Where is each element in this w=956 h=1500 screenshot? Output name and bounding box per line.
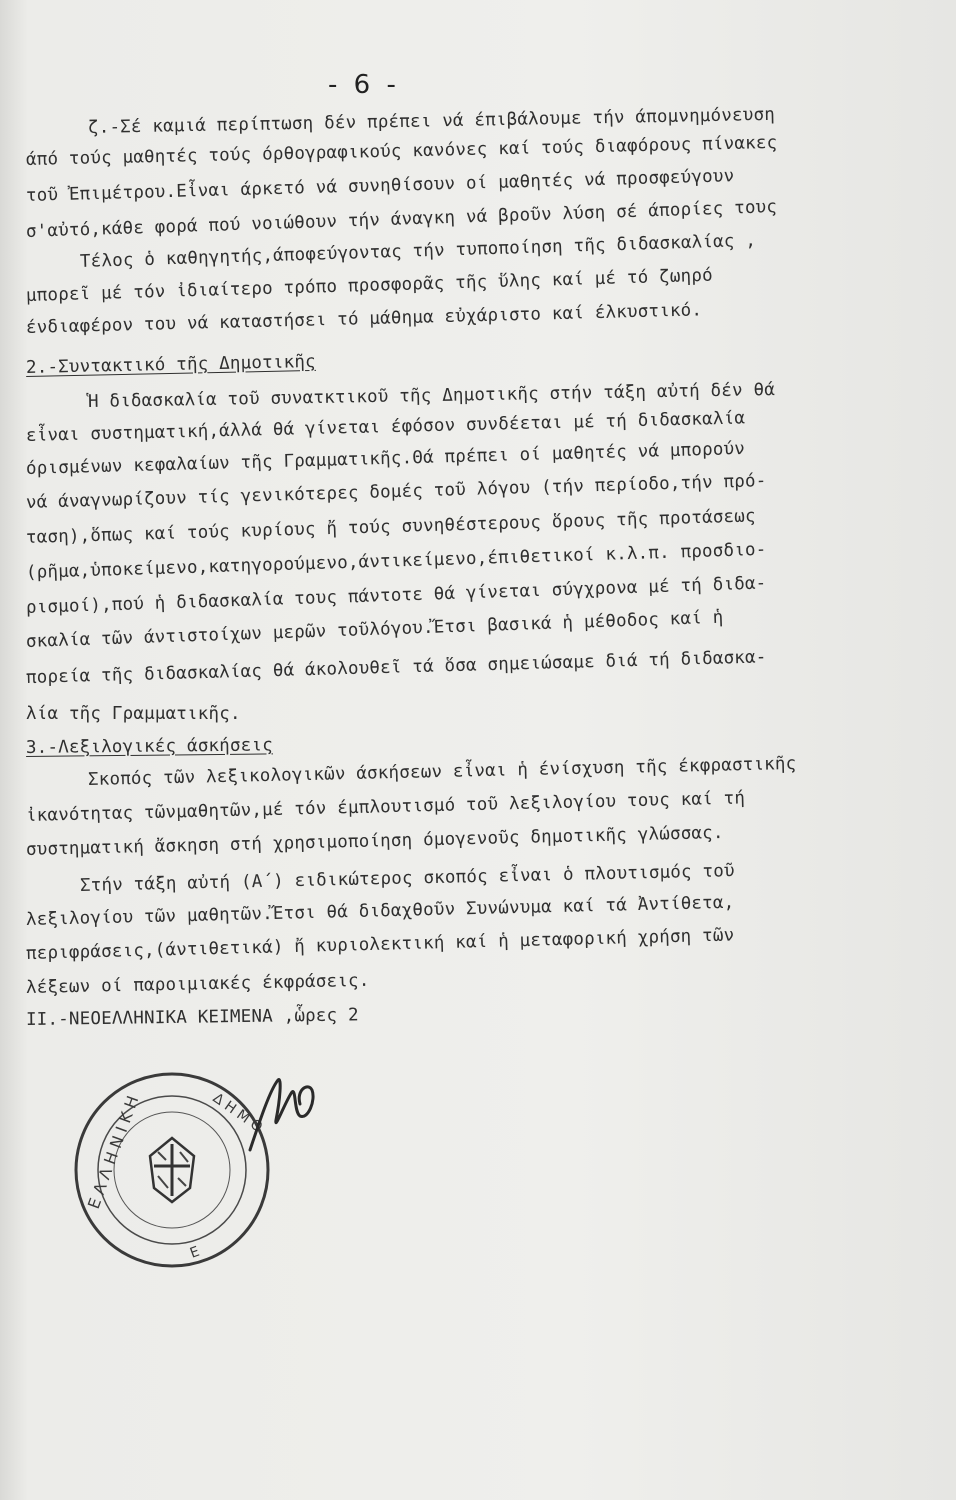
svg-text:Ε: Ε — [187, 1243, 202, 1262]
text-line: ρισμοί),πού ἡ διδασκαλία τους πάντοτε θά γίνεται σύγχρονα μέ τή διδα- — [25, 573, 767, 618]
text-line: περιφράσεις,(άντιθετικά) ἤ κυριολεκτική καί ἡ μεταφορική χρήση τῶν — [25, 925, 735, 964]
section-heading-syntax: 2.-Συντακτικό τῆς Δημοτικῆς — [25, 351, 317, 378]
page-number: - 6 - — [328, 70, 400, 100]
coat-of-arms-icon — [150, 1138, 194, 1202]
text-line: Τέλος ὁ καθηγητής,άποφεύγοντας τήν τυποποίηση τῆς διδασκαλίας , — [79, 230, 757, 272]
text-line: λέξεων οί παροιμιακές έκφράσεις. — [25, 970, 370, 998]
text-line: σκαλία τῶν άντιστοίχων μερῶν τοῦλόγου.Ἔτσι βασικά ἡ μέθοδος καί ἡ — [25, 607, 724, 652]
text-line: (ρῆμα,ὑποκείμενο,κατηγορούμενο,άντικείμενο,έπιθετικοί κ.λ.π. προσδιο- — [25, 539, 767, 583]
text-line: ταση),ὅπως καί τούς κυρίους ἤ τούς συνηθέστερους ὅρους τῆς προτάσεως — [25, 506, 757, 548]
handwritten-signature — [230, 1060, 350, 1170]
text-line: Σκοπός τῶν λεξικολογικῶν άσκήσεων εἶναι ἡ ένίσχυση τῆς έκφραστικῆς — [87, 753, 797, 790]
text-line: μπορεῖ μέ τόν ἰδιαίτερο τρόπο προσφορᾶς τῆς ὕλης καί μέ τό ζωηρό — [25, 265, 714, 306]
text-line: πορεία τῆς διδασκαλίας θά άκολουθεῖ τά ὅσα σημειώσαμε διά τή διδασκα- — [25, 647, 767, 688]
svg-text:Δ Η Μ Ο: Δ Η Μ Ο — [209, 1090, 266, 1136]
text-line: σ'αὐτό,κάθε φορά πού νοιώθουν τήν άναγκη νά βροῦν λύση σέ άπορίες τους — [25, 197, 778, 242]
section-heading-vocabulary: 3.-Λεξιλογικές άσκήσεις — [25, 735, 274, 758]
text-line: συστηματική ἄσκηση στή χρησιμοποίηση όμογενοῦς δημοτικῆς γλώσσας. — [25, 822, 724, 860]
text-line: Στήν τάξη αὐτή (Α΄) ειδικώτερος σκοπός εἶναι ὁ πλουτισμός τοῦ — [79, 861, 735, 896]
section-heading-texts: ΙΙ.-ΝΕΟΕΛΛΗΝΙΚΑ ΚΕΙΜΕΝΑ ,ὧρες 2 — [25, 1005, 359, 1030]
text-line: ζ.-Σέ καμιά περίπτωση δέν πρέπει νά έπιβάλουμε τήν άπομνημόνευση — [87, 104, 776, 138]
text-line: όρισμένων κεφαλαίων τῆς Γραμματικῆς.Θά πρέπει οί μαθητές νά μπορούν — [25, 438, 746, 479]
text-line: Ἡ διδασκαλία τοῦ συνατκτικοῦ τῆς Δημοτικῆς στήν τάξη αὐτή δέν θά — [87, 380, 776, 412]
text-line: τοῦ Ἐπιμέτρου.Εἶναι άρκετό νά συνηθίσουν οί μαθητές νά προσφεύγουν — [25, 166, 735, 206]
text-line: λεξιλογίου τῶν μαθητῶν.Ἔτσι θά διδαχθοῦν Συνώνυμα καί τά Ἀντίθετα, — [25, 892, 735, 930]
text-line: λία τῆς Γραμματικῆς. — [26, 704, 241, 724]
text-line: ἰκανότητας τῶνμαθητῶν,μέ τόν έμπλουτισμό τοῦ λεξιλογίου τους καί τή — [25, 788, 746, 826]
text-line: νά άναγνωρίζουν τίς γενικότερες δομές τοῦ λόγου (τήν περίοδο,τήν πρό- — [25, 471, 767, 513]
svg-text:Ε Λ Λ Η Ν Ι Κ Η: Ε Λ Λ Η Ν Ι Κ Η — [83, 1093, 143, 1212]
text-line: άπό τούς μαθητές τούς όρθογραφικούς κανόνες καί τούς διαφόρους πίνακες — [25, 132, 778, 170]
text-line: ένδιαφέρον του νά καταστήσει τό μάθημα εὐχάριστο καί έλκυστικό. — [25, 300, 703, 338]
text-line: εἶναι συστηματική,άλλά θά γίνεται έφόσον συνδέεται μέ τή διδασκαλία — [25, 408, 746, 446]
